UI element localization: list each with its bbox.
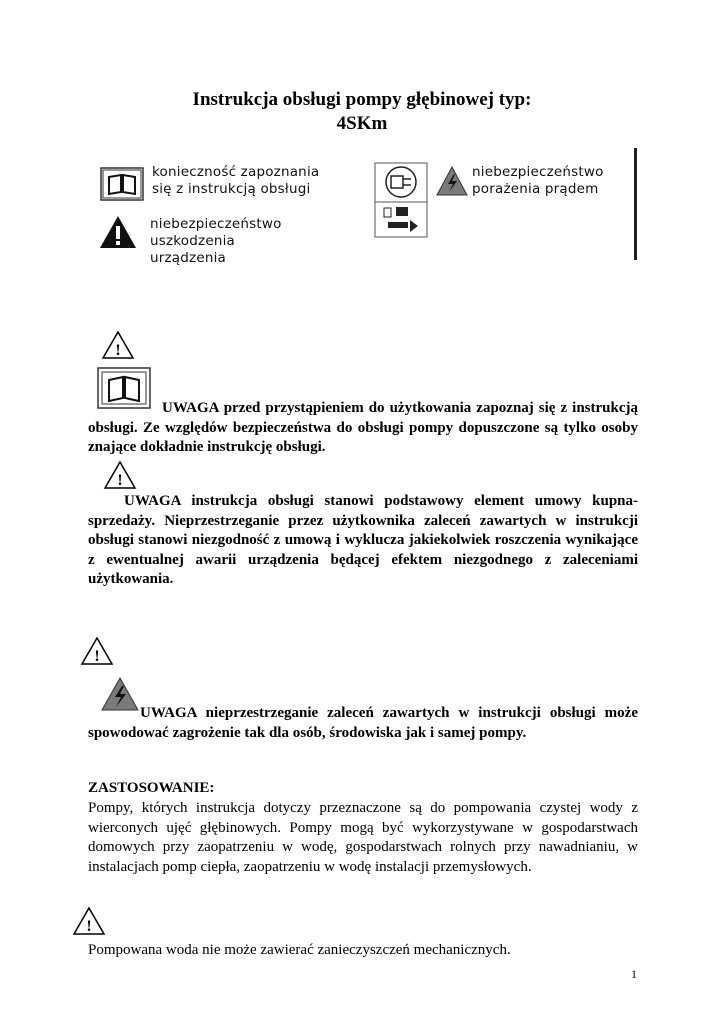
warning-3-paragraph bbox=[88, 704, 638, 743]
section-heading: ZASTOSOWANIE: bbox=[88, 780, 215, 796]
warning-triangle-icon bbox=[103, 460, 137, 490]
legend-read-manual: konieczność zapoznania się z instrukcją obsługi bbox=[152, 164, 320, 197]
title-line-2: 4SKm bbox=[336, 113, 388, 134]
page-title bbox=[0, 88, 724, 136]
page-number: 1 bbox=[631, 967, 637, 981]
electric-shock-icon bbox=[436, 166, 468, 196]
svg-text:!: ! bbox=[117, 472, 123, 489]
warning-1-text: UWAGA przed przystąpieniem do użytkowania zapoznaj się z instrukcją obsługi. Ze względów bezpieczeństwa do obsługi pompy dopuszczone są tylko osoby znające dokładnie instrukcję obsługi. bbox=[88, 400, 638, 455]
svg-text:!: ! bbox=[86, 918, 92, 935]
warning-3-text: UWAGA nieprzestrzeganie zaleceń zawartych w instrukcji obsługi może spowodować zagrożenie tak dla osób, środowiska jak i samej pompy. bbox=[88, 705, 638, 741]
warning-1-paragraph bbox=[88, 399, 638, 458]
section-body bbox=[88, 799, 638, 877]
plug-icon-panel bbox=[374, 162, 428, 238]
note-text: Pompowana woda nie może zawierać zanieczyszczeń mechanicznych. bbox=[88, 942, 511, 958]
manual-icon bbox=[100, 167, 144, 201]
svg-text:!: ! bbox=[115, 342, 121, 359]
device-damage-warning-icon bbox=[98, 214, 138, 250]
vertical-rule bbox=[634, 148, 637, 260]
legend-device-damage: niebezpieczeństwo uszkodzenia urządzenia bbox=[150, 216, 282, 266]
warning-triangle-icon bbox=[101, 330, 135, 360]
note-paragraph bbox=[88, 941, 638, 961]
svg-text:!: ! bbox=[94, 648, 100, 665]
warning-triangle-icon bbox=[80, 636, 114, 666]
title-line-1: Instrukcja obsługi pompy głębinowej typ: bbox=[192, 89, 532, 110]
warning-2-text: UWAGA instrukcja obsługi stanowi podstawowy element umowy kupna-sprzedaży. Nieprzestrzeganie przez użytkownika zaleceń zawartych w instrukcji obsługi stanowi niezgodność z umową i wyklucza jakiekolwiek roszczenia wynikające z ewentualnej awarii urządzenia będącej efektem niezgodnego z zaleceniami użytkowania. bbox=[88, 493, 638, 587]
section-body-text: Pompy, których instrukcja dotyczy przeznaczone są do pompowania czystej wody z wierconych ujęć głębinowych. Pompy mogą być wykorzystywane w gospodarstwach domowych przy zaopatrzeniu w wodę, gospodarstwach rolnych przy nawadnianiu, w instalacjach pomp ciepła, zaopatrzeniu w wodę instalacji przemysłowych. bbox=[88, 800, 638, 875]
warning-2-paragraph bbox=[88, 492, 638, 590]
warning-triangle-icon bbox=[72, 906, 106, 936]
legend-electric-shock: niebezpieczeństwo porażenia prądem bbox=[472, 164, 604, 197]
